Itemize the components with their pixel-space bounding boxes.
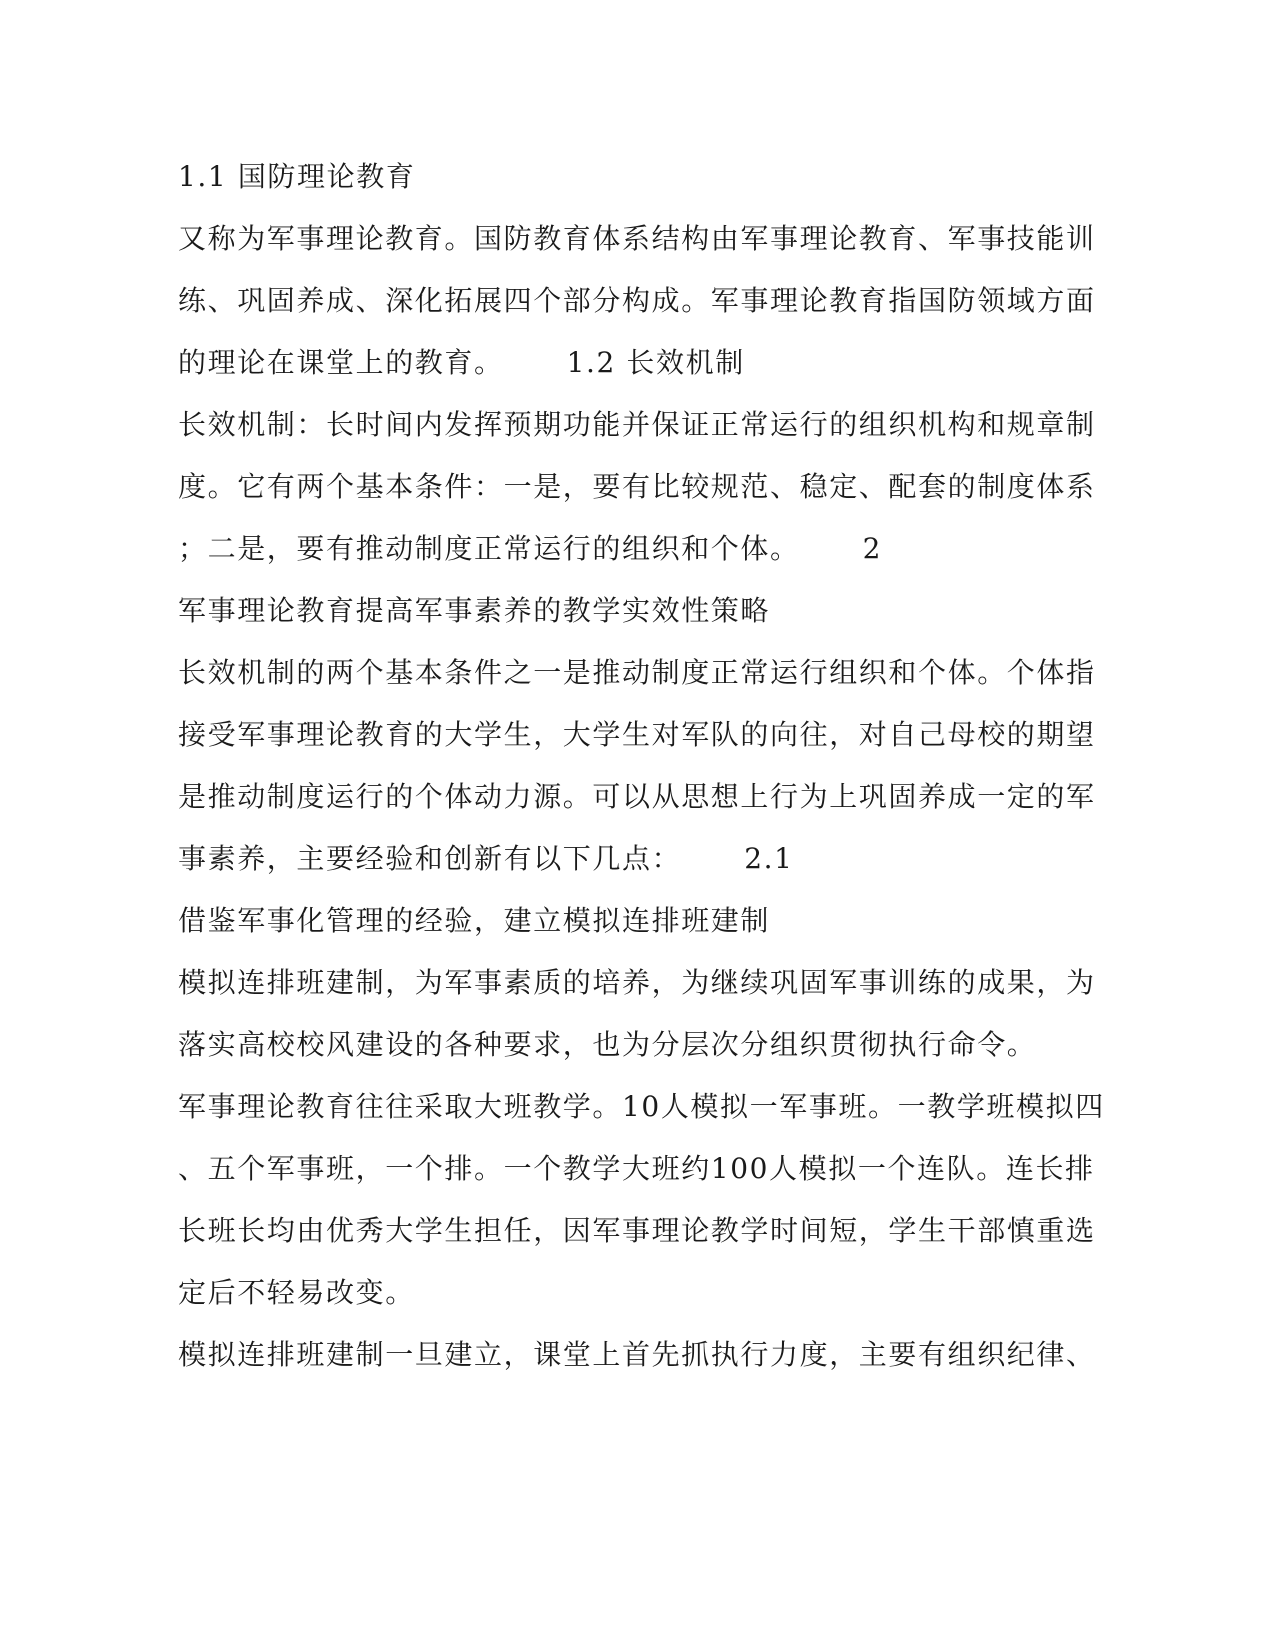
section-heading-2: 军事理论教育提高军事素养的教学实效性策略 [178,594,771,627]
text-line: 的理论在课堂上的教育。 1.2 长效机制 [178,346,745,379]
text-line: 度。它有两个基本条件：一是，要有比较规范、稳定、配套的制度体系 [178,470,1096,503]
section-heading-1-1: 1.1 国防理论教育 [178,160,416,193]
text-line: 军事理论教育往往采取大班教学。10人模拟一军事班。一教学班模拟四 [178,1090,1105,1123]
text-line: 又称为军事理论教育。国防教育体系结构由军事理论教育、军事技能训 [178,222,1096,255]
text-line: 模拟连排班建制一旦建立，课堂上首先抓执行力度，主要有组织纪律、 [178,1338,1096,1371]
text-line: 是推动制度运行的个体动力源。可以从思想上行为上巩固养成一定的军 [178,780,1096,813]
text-line: 接受军事理论教育的大学生，大学生对军队的向往，对自己母校的期望 [178,718,1096,751]
text-line: 落实高校校风建设的各种要求，也为分层次分组织贯彻执行命令。 [178,1028,1037,1061]
text-line: 长效机制：长时间内发挥预期功能并保证正常运行的组织机构和规章制 [178,408,1096,441]
text-line: 长效机制的两个基本条件之一是推动制度正常运行组织和个体。个体指 [178,656,1096,689]
text-line: 、五个军事班，一个排。一个教学大班约100人模拟一个连队。连长排 [178,1152,1095,1185]
text-line: 练、巩固养成、深化拓展四个部分构成。军事理论教育指国防领域方面 [178,284,1096,317]
text-line: 事素养，主要经验和创新有以下几点： 2.1 [178,842,794,875]
text-line: ；二是，要有推动制度正常运行的组织和个体。 2 [178,532,883,565]
section-heading-2-1: 借鉴军事化管理的经验，建立模拟连排班建制 [178,904,771,937]
text-line: 模拟连排班建制，为军事素质的培养，为继续巩固军事训练的成果，为 [178,966,1096,999]
text-line: 长班长均由优秀大学生担任，因军事理论教学时间短，学生干部慎重选 [178,1214,1096,1247]
text-line: 定后不轻易改变。 [178,1276,415,1309]
